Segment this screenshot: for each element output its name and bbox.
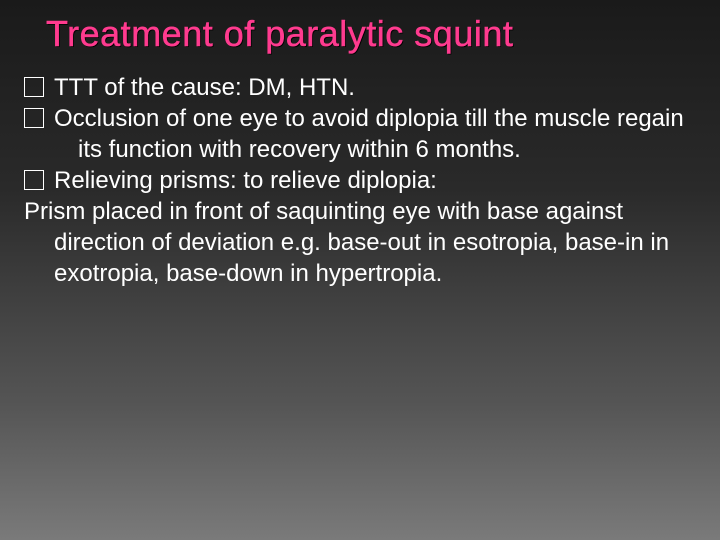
bullet-item xyxy=(24,72,700,103)
paragraph-item xyxy=(24,196,700,289)
paragraph-text: Prism placed in front of saquinting eye with base against direction of deviation e.g. base-out in esotropia, base-in in exotropia, base-down in hypertropia. xyxy=(24,198,670,287)
bullet-item xyxy=(24,103,700,165)
bullet-item xyxy=(24,165,700,196)
slide-title: Treatment of paralytic squint xyxy=(46,13,514,54)
square-bullet-icon xyxy=(24,77,44,97)
slide-body xyxy=(24,72,700,289)
bullet-text: Occlusion of one eye to avoid diplopia till the muscle regain its function with recovery within 6 months. xyxy=(54,105,684,163)
bullet-text: Relieving prisms: to relieve diplopia: xyxy=(54,167,437,194)
bullet-text: TTT of the cause: DM, HTN. xyxy=(54,74,355,101)
square-bullet-icon xyxy=(24,108,44,128)
square-bullet-icon xyxy=(24,170,44,190)
